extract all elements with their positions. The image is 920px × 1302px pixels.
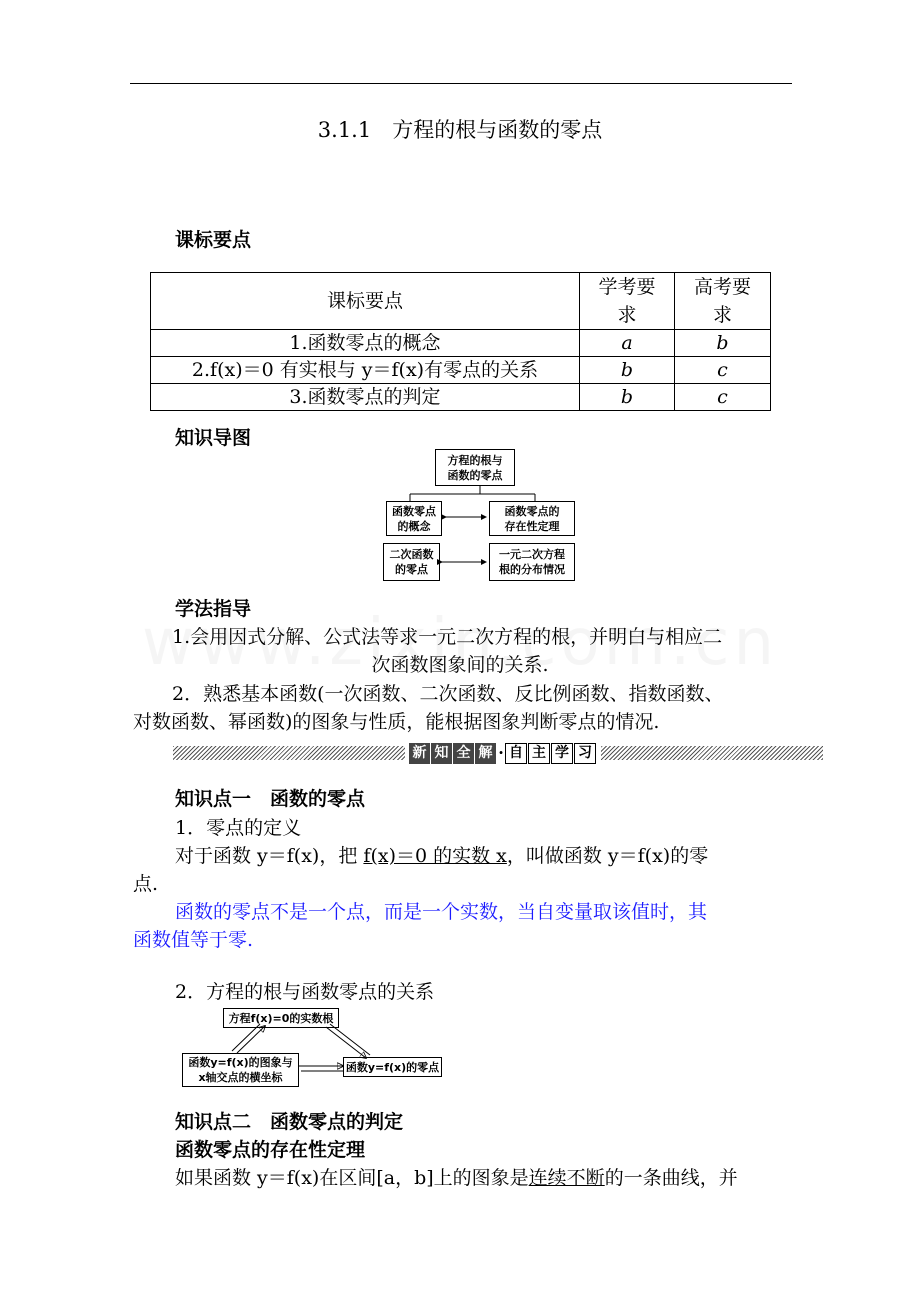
section-heading-map: 知识导图: [175, 427, 252, 449]
method-paragraph-1-line-1: 1.会用因式分解、公式法等求一元二次方程的根，并明白与相应二: [172, 626, 723, 648]
table-cell: b: [580, 357, 675, 384]
banner-tile: 解: [475, 743, 496, 764]
table-header-cell: 学考要求: [580, 273, 675, 330]
map-node-quadratic-zero: 二次函数 的零点: [383, 543, 440, 581]
map-node-root-distribution: 一元二次方程 根的分布情况: [489, 543, 575, 581]
kp2-continuous-term: 连续不断: [528, 1167, 605, 1189]
banner-tile: 学: [551, 743, 573, 764]
banner-dot: ·: [498, 743, 504, 762]
banner-tile: 自: [505, 743, 527, 764]
relation-node-equation-root: 方程f(x)=0的实数根: [223, 1008, 339, 1028]
table-cell: b: [675, 330, 771, 357]
table-row: [151, 357, 771, 384]
table-header-cell: 课标要点: [151, 273, 580, 330]
relation-node-x-intercept: 函数y=f(x)的图象与 x轴交点的横坐标: [182, 1053, 299, 1087]
table-header-row: [151, 273, 771, 330]
kp2-theorem-line-1: 如果函数 y＝f(x)在区间[a，b]上的图象是连续不断的一条曲线，并: [175, 1167, 738, 1189]
section-heading-standards: 课标要点: [175, 229, 252, 251]
standards-table: [150, 272, 771, 411]
kp1-heading: 知识点一 函数的零点: [175, 788, 366, 810]
method-paragraph-1-line-2: 次函数图象间的关系.: [371, 654, 549, 676]
banner-tile: 全: [453, 743, 474, 764]
banner-tile: 知: [431, 743, 452, 764]
relation-node-function-zero: 函数y=f(x)的零点: [343, 1057, 442, 1077]
kp1-definition-key-term: f(x)＝0 的实数 x: [363, 845, 507, 867]
table-row: [151, 384, 771, 411]
method-paragraph-2-line-2: 对数函数、幂函数)的图象与性质，能根据图象判断零点的情况.: [133, 711, 660, 733]
kp1-note-line-2: 函数值等于零.: [133, 929, 254, 951]
table-cell: 1.函数零点的概念: [151, 330, 580, 357]
map-node-zero-concept: 函数零点 的概念: [386, 501, 442, 536]
kp2-subheading: 函数零点的存在性定理: [175, 1139, 366, 1161]
kp1-definition-line-1: 对于函数 y＝f(x)，把 f(x)＝0 的实数 x，叫做函数 y＝f(x)的零: [175, 845, 709, 867]
table-cell: a: [580, 330, 675, 357]
method-paragraph-2-line-1: 2．熟悉基本函数(一次函数、二次函数、反比例函数、指数函数、: [172, 683, 724, 705]
table-header-cell: 高考要求: [675, 273, 771, 330]
table-cell: c: [675, 357, 771, 384]
banner-tile: 习: [574, 743, 596, 764]
table-cell: b: [580, 384, 675, 411]
banner-tile: 主: [528, 743, 550, 764]
section-banner: [405, 742, 601, 765]
table-cell: c: [675, 384, 771, 411]
section-heading-method: 学法指导: [175, 598, 252, 620]
banner-tile: 新: [409, 743, 430, 764]
table-cell: 3.函数零点的判定: [151, 384, 580, 411]
kp1-note-line-1: 函数的零点不是一个点，而是一个实数，当自变量取该值时，其: [175, 901, 708, 923]
page-title: 3.1.1 方程的根与函数的零点: [317, 118, 603, 142]
top-rule: [130, 83, 792, 84]
kp2-heading: 知识点二 函数零点的判定: [175, 1111, 404, 1133]
table-row: [151, 330, 771, 357]
map-root-node: 方程的根与 函数的零点: [435, 449, 515, 486]
kp1-definition-line-2: 点.: [133, 873, 159, 895]
map-node-existence-theorem: 函数零点的 存在性定理: [489, 501, 575, 536]
kp1-subheading-definition: 1．零点的定义: [175, 817, 302, 839]
table-cell: 2.f(x)＝0 有实根与 y＝f(x)有零点的关系: [151, 357, 580, 384]
kp1-subheading-relation: 2．方程的根与函数零点的关系: [175, 981, 435, 1003]
